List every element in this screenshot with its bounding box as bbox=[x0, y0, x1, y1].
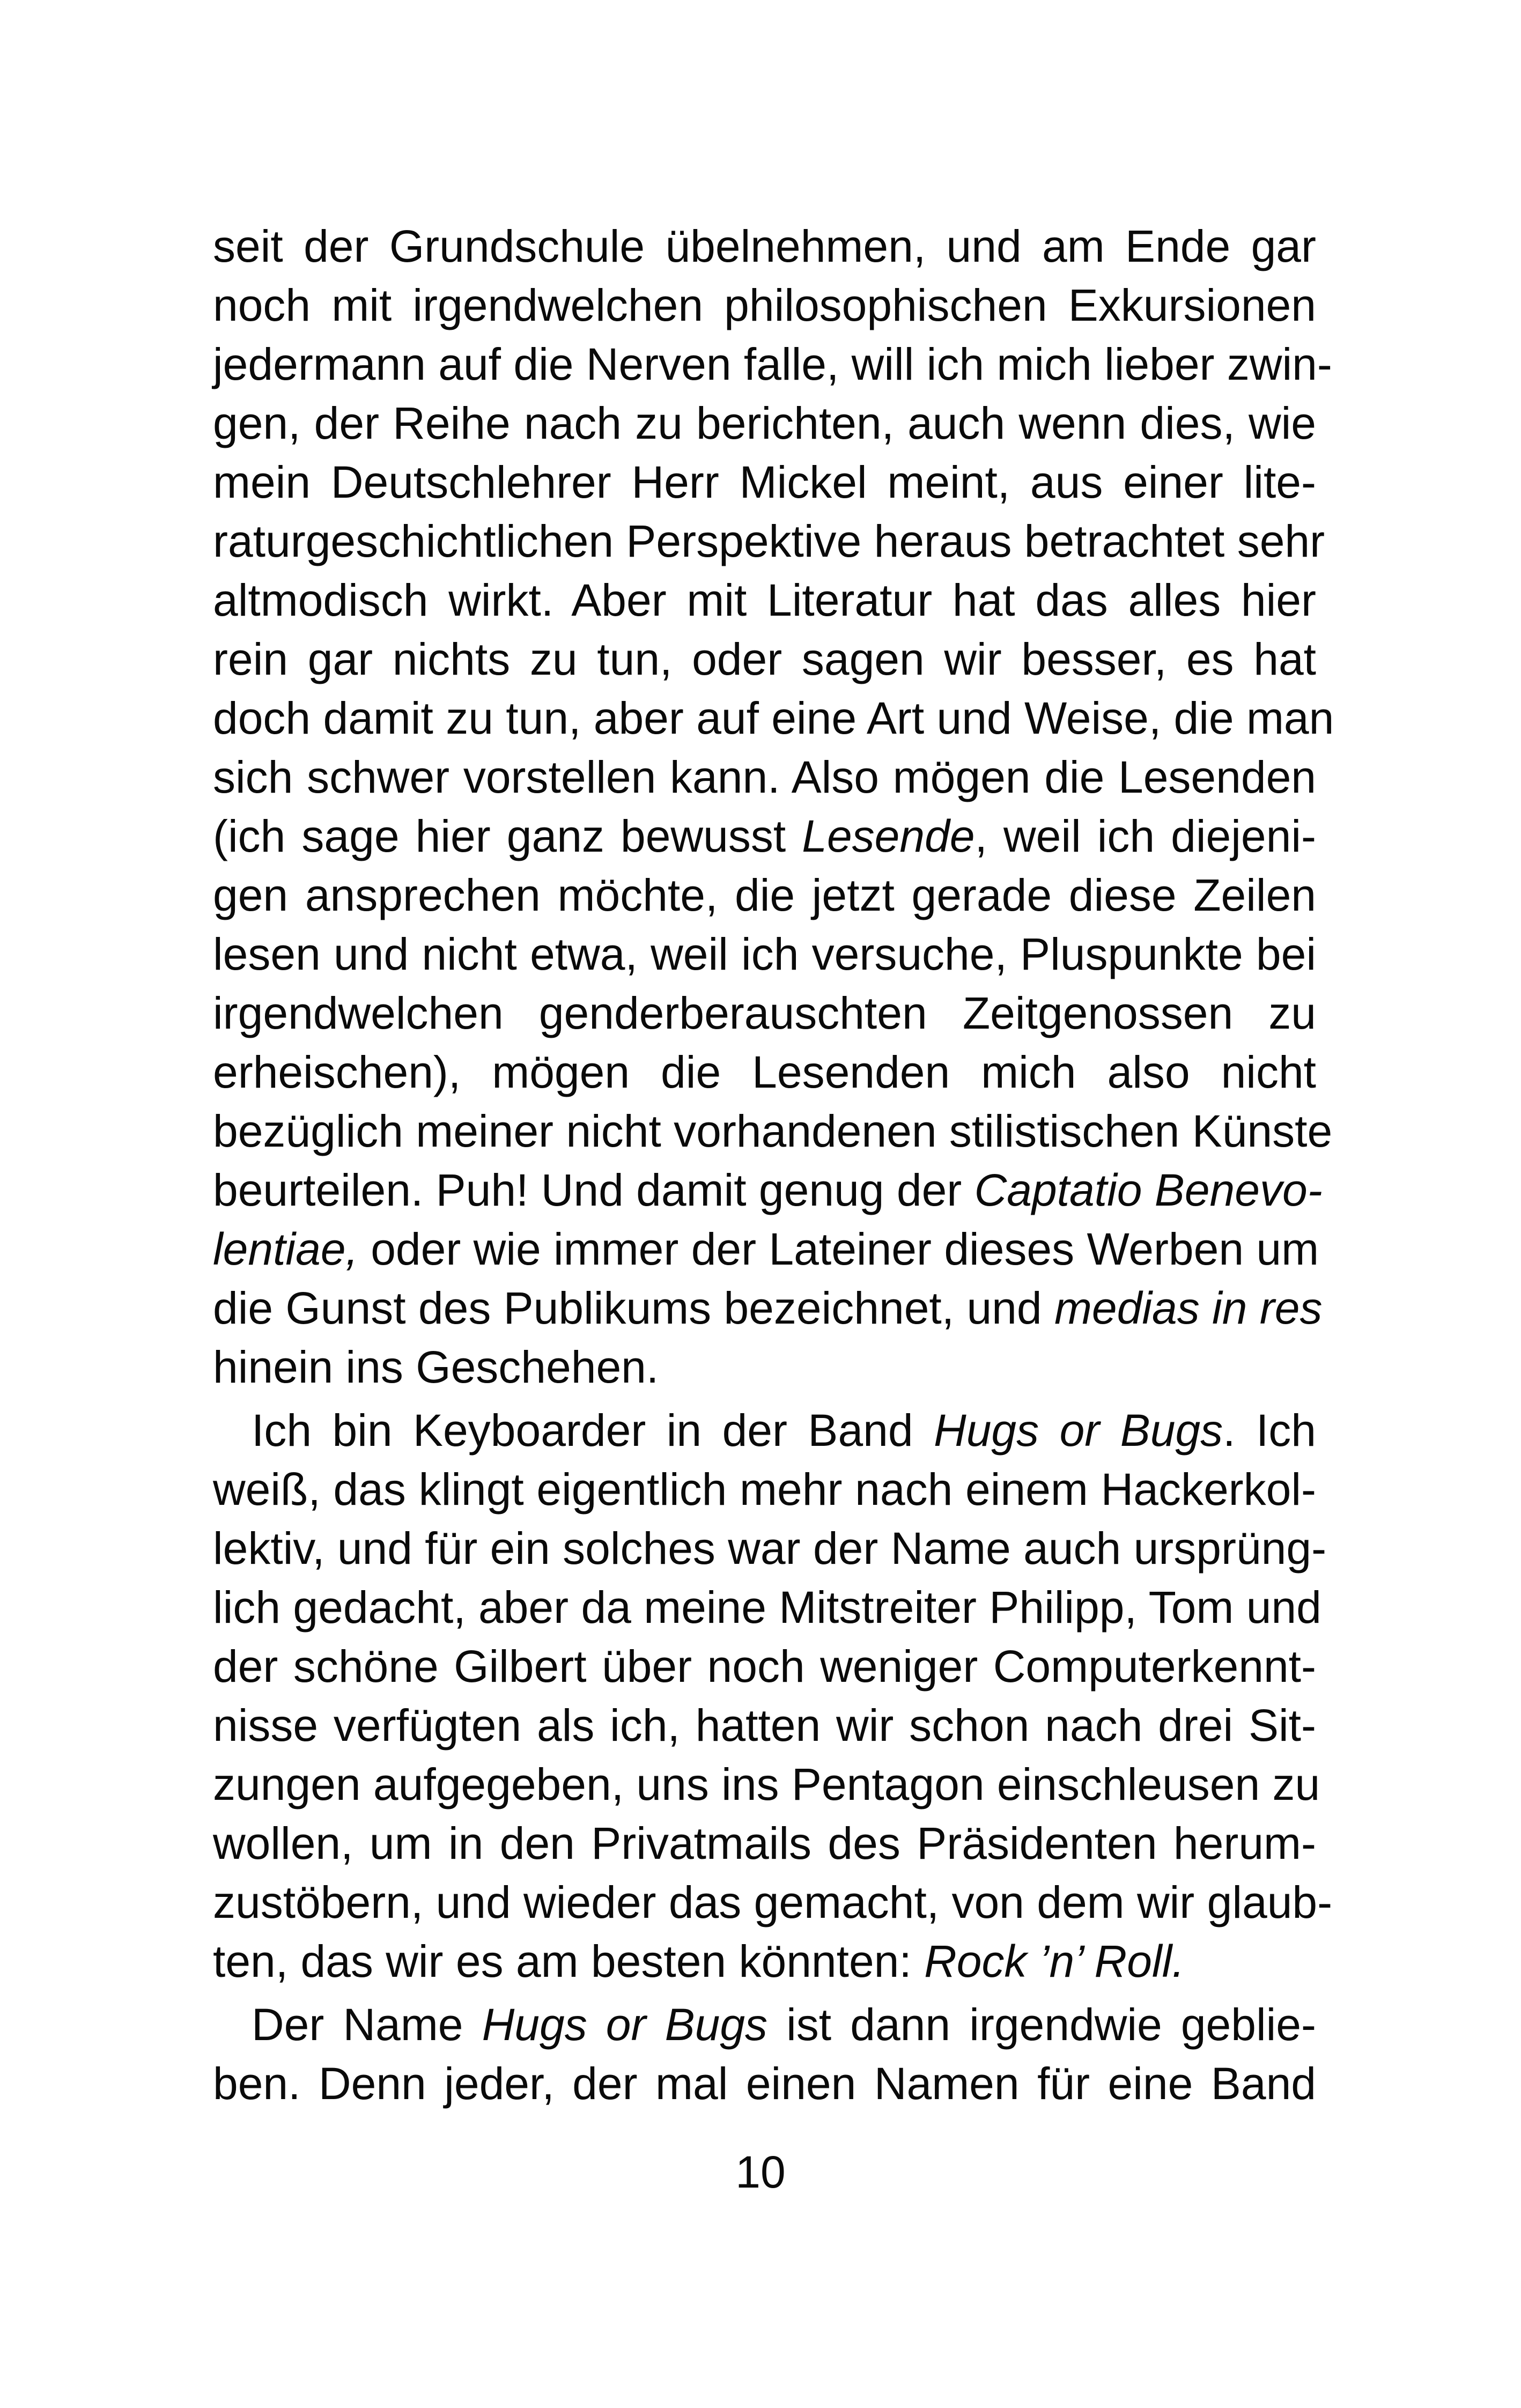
text-segment: . Ich bbox=[1223, 1405, 1317, 1456]
text-line bbox=[213, 748, 1316, 807]
text-line bbox=[213, 2054, 1316, 2113]
italic-text: Lesende bbox=[802, 811, 975, 861]
body-text bbox=[213, 217, 1334, 2113]
text-segment: lich gedacht, aber da meine Mitstreiter Philipp, Tom und bbox=[213, 1582, 1321, 1633]
text-line bbox=[213, 689, 1334, 748]
text-segment: seit der Grundschule übelnehmen, und am Ende gar bbox=[213, 221, 1316, 271]
italic-text: medias in res bbox=[1054, 1283, 1323, 1333]
text-segment: beurteilen. Puh! Und damit genug der bbox=[213, 1165, 974, 1215]
text-segment: lesen und nicht etwa, weil ich versuche, Pluspunkte bei bbox=[213, 929, 1316, 979]
text-segment: irgendwelchen genderberauschten Zeitgenossen zu bbox=[213, 988, 1316, 1038]
text-segment: weiß, das klingt eigentlich mehr nach einem Hackerkol- bbox=[213, 1464, 1316, 1515]
text-segment: altmodisch wirkt. Aber mit Literatur hat das alles hier bbox=[213, 575, 1316, 625]
italic-text: Hugs or Bugs bbox=[934, 1405, 1223, 1456]
page-number: 10 bbox=[735, 2147, 786, 2197]
text-line bbox=[213, 807, 1316, 866]
text-line bbox=[213, 925, 1316, 984]
text-line bbox=[213, 866, 1316, 925]
text-segment: gen ansprechen möchte, die jetzt gerade diese Zeilen bbox=[213, 870, 1316, 920]
text-line bbox=[213, 1220, 1319, 1279]
text-segment: doch damit zu tun, aber auf eine Art und Weise, die man bbox=[213, 693, 1334, 743]
italic-text: Hugs or Bugs bbox=[482, 1999, 768, 2050]
text-segment: gen, der Reihe nach zu berichten, auch wenn dies, wie bbox=[213, 398, 1316, 448]
text-line bbox=[213, 630, 1316, 689]
text-segment: mein Deutschlehrer Herr Mickel meint, aus einer lite- bbox=[213, 457, 1316, 507]
text-segment: Ich bin Keyboarder in der Band bbox=[252, 1405, 934, 1456]
text-line bbox=[213, 1519, 1327, 1578]
text-segment: Der Name bbox=[252, 1999, 482, 2050]
text-segment: noch mit irgendwelchen philosophischen Exkursionen bbox=[213, 280, 1316, 330]
text-segment: ist dann irgendwie geblie- bbox=[767, 1999, 1316, 2050]
text-segment: rein gar nichts zu tun, oder sagen wir besser, es hat bbox=[213, 634, 1316, 684]
text-line bbox=[213, 1043, 1316, 1102]
text-segment: die Gunst des Publikums bezeichnet, und bbox=[213, 1283, 1054, 1333]
text-line bbox=[213, 1102, 1333, 1161]
text-line bbox=[213, 276, 1316, 335]
text-line bbox=[213, 1338, 1316, 1397]
text-segment: sich schwer vorstellen kann. Also mögen die Lesenden bbox=[213, 752, 1316, 802]
text-line bbox=[213, 1814, 1316, 1873]
text-line bbox=[213, 1401, 1316, 1460]
text-segment: wollen, um in den Privatmails des Präsidenten herum- bbox=[213, 1818, 1316, 1868]
text-line bbox=[213, 453, 1316, 512]
text-segment: ten, das wir es am besten könnten: bbox=[213, 1936, 925, 1986]
text-segment: nisse verfügten als ich, hatten wir schon nach drei Sit- bbox=[213, 1700, 1316, 1750]
text-segment: der schöne Gilbert über noch weniger Computerkennt- bbox=[213, 1641, 1316, 1691]
text-segment: lektiv, und für ein solches war der Name auch ursprüng- bbox=[213, 1523, 1327, 1574]
text-segment: raturgeschichtlichen Perspektive heraus betrachtet sehr bbox=[213, 516, 1325, 566]
text-segment: ben. Denn jeder, der mal einen Namen für eine Band bbox=[213, 2058, 1316, 2109]
text-line bbox=[213, 1932, 1316, 1991]
text-segment: zungen aufgegeben, uns ins Pentagon einschleusen zu bbox=[213, 1759, 1320, 1809]
text-segment: , weil ich diejeni- bbox=[974, 811, 1317, 861]
text-line bbox=[213, 217, 1316, 276]
text-segment: jedermann auf die Nerven falle, will ich mich lieber zwin- bbox=[213, 339, 1332, 389]
text-segment: hinein ins Geschehen. bbox=[213, 1342, 659, 1392]
text-line bbox=[213, 1755, 1320, 1814]
text-segment: bezüglich meiner nicht vorhandenen stilistischen Künste bbox=[213, 1106, 1333, 1156]
text-line bbox=[213, 1161, 1323, 1220]
text-line bbox=[213, 571, 1316, 630]
text-segment: (ich sage hier ganz bewusst bbox=[213, 811, 802, 861]
italic-text: Captatio Benevo- bbox=[974, 1165, 1323, 1215]
italic-text: lentiae, bbox=[213, 1224, 358, 1274]
text-line bbox=[213, 1460, 1316, 1519]
italic-text: Rock ’n’ Roll. bbox=[924, 1936, 1185, 1986]
text-line bbox=[213, 1696, 1316, 1755]
text-line bbox=[213, 984, 1316, 1043]
text-line bbox=[213, 1637, 1316, 1696]
text-line bbox=[213, 335, 1332, 394]
text-line bbox=[213, 1995, 1316, 2054]
text-line bbox=[213, 512, 1325, 571]
text-line bbox=[213, 394, 1316, 453]
text-segment: oder wie immer der Lateiner dieses Werben um bbox=[358, 1224, 1319, 1274]
text-line bbox=[213, 1279, 1323, 1338]
text-segment: zustöbern, und wieder das gemacht, von dem wir glaub- bbox=[213, 1877, 1333, 1927]
text-segment: erheischen), mögen die Lesenden mich also nicht bbox=[213, 1047, 1316, 1097]
text-line bbox=[213, 1873, 1333, 1932]
text-line bbox=[213, 1578, 1321, 1637]
